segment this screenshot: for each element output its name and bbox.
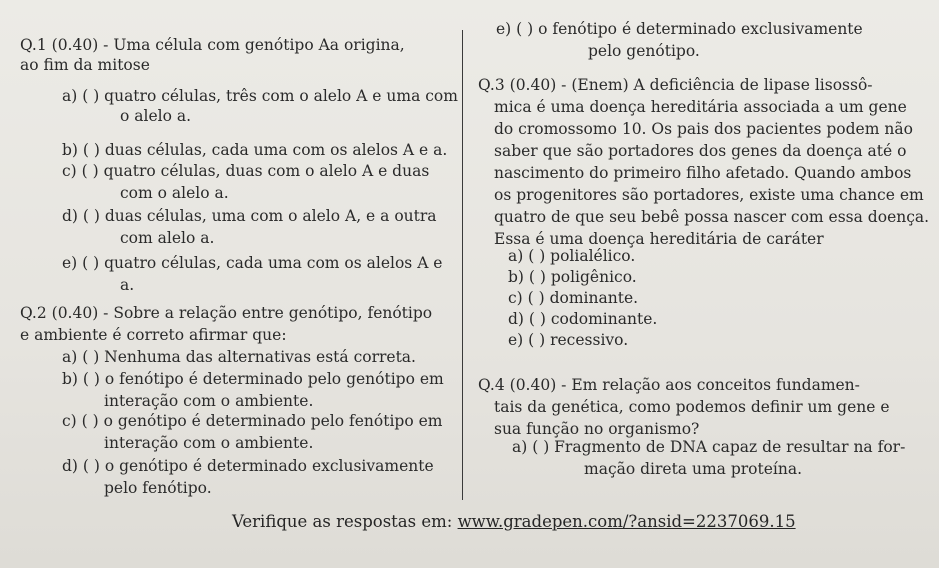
q3-line-8: Essa é uma doença hereditária de caráter (494, 230, 824, 248)
q3-option-e[interactable]: e) ( ) recessivo. (508, 331, 629, 349)
q3-line-7: quatro de que seu bebê possa nascer com essa doença. (494, 208, 930, 226)
q1-option-e-line1: e) ( ) quatro células, cada uma com os alelos A e (62, 254, 443, 272)
q3-option-d[interactable]: d) ( ) codominante. (508, 310, 658, 328)
q1-option-d-line2: com alelo a. (120, 229, 215, 247)
q1-option-a-line1: a) ( ) quatro células, três com o alelo A e uma com (62, 87, 458, 105)
q1-option-a[interactable] (62, 86, 458, 126)
q2-option-b-line1: b) ( ) o fenótipo é determinado pelo genótipo em (62, 370, 444, 388)
answers-footer (232, 512, 796, 531)
footer-prefix: Verifique as respostas em: (232, 512, 458, 531)
column-divider (462, 30, 463, 500)
q2-option-c-line1: c) ( ) o genótipo é determinado pelo fenótipo em (62, 412, 443, 430)
q1-option-c-line2: com o alelo a. (120, 184, 229, 202)
q4-line-1: Q.4 (0.40) - Em relação aos conceitos fundamen- (478, 376, 860, 394)
q3-line-1: Q.3 (0.40) - (Enem) A deficiência de lipase lisossô- (478, 76, 873, 94)
q2-option-b[interactable] (62, 368, 444, 412)
answers-link[interactable]: www.gradepen.com/?ansid=2237069.15 (457, 512, 796, 531)
q4-option-a-line2: mação direta uma proteína. (584, 460, 802, 478)
q1-option-e-line2: a. (120, 276, 135, 294)
q2-option-e-line1: e) ( ) o fenótipo é determinado exclusivamente (496, 20, 863, 38)
q3-options (508, 246, 657, 351)
question-3 (478, 74, 929, 250)
q1-option-b-line1: b) ( ) duas células, cada uma com os alelos A e a. (62, 141, 448, 159)
q2-option-d-line1: d) ( ) o genótipo é determinado exclusivamente (62, 457, 434, 475)
question-1 (20, 35, 405, 75)
q1-option-a-line2: o alelo a. (120, 107, 192, 125)
q1-option-d[interactable] (62, 205, 437, 249)
q3-line-5: nascimento do primeiro filho afetado. Quando ambos (494, 164, 912, 182)
q1-option-b[interactable] (62, 140, 447, 160)
q2-option-c-line2: interação com o ambiente. (104, 434, 314, 452)
question-2 (20, 302, 432, 346)
q4-option-a[interactable] (512, 436, 905, 480)
q2-option-c[interactable] (62, 410, 442, 454)
q3-line-6: os progenitores são portadores, existe uma chance em (494, 186, 924, 204)
q3-option-b[interactable]: b) ( ) poligênico. (508, 268, 637, 286)
q2-option-e-line2: pelo genótipo. (588, 42, 700, 60)
q1-heading-line1: Q.1 (0.40) - Uma célula com genótipo Aa origina, (20, 36, 405, 54)
q3-line-3: do cromossomo 10. Os pais dos pacientes podem não (494, 120, 913, 138)
q1-option-e[interactable] (62, 252, 442, 296)
q3-option-c[interactable]: c) ( ) dominante. (508, 289, 639, 307)
q3-line-2: mica é uma doença hereditária associada a um gene (494, 98, 907, 116)
q2-option-a[interactable] (62, 346, 416, 368)
q2-option-d-line2: pelo fenótipo. (104, 479, 212, 497)
q1-option-c-line1: c) ( ) quatro células, duas com o alelo A e duas (62, 162, 430, 180)
q2-heading-line1: Q.2 (0.40) - Sobre a relação entre genótipo, fenótipo (20, 304, 433, 322)
q4-line-2: tais da genética, como podemos definir um gene e (494, 398, 890, 416)
q3-option-a[interactable]: a) ( ) polialélico. (508, 247, 636, 265)
q4-line-3: sua função no organismo? (494, 420, 700, 438)
q1-option-c[interactable] (62, 160, 429, 204)
q2-option-a-line1: a) ( ) Nenhuma das alternativas está correta. (62, 348, 416, 366)
q1-heading-line2: ao fim da mitose (20, 56, 150, 74)
q2-heading-line2: e ambiente é correto afirmar que: (20, 326, 287, 344)
q2-option-d[interactable] (62, 455, 434, 499)
q4-option-a-line1: a) ( ) Fragmento de DNA capaz de resultar na for- (512, 438, 906, 456)
q2-option-e[interactable] (496, 18, 863, 62)
question-4 (478, 374, 890, 440)
q2-option-b-line2: interação com o ambiente. (104, 392, 314, 410)
q3-line-4: saber que são portadores dos genes da doença até o (494, 142, 907, 160)
q1-option-d-line1: d) ( ) duas células, uma com o alelo A, e a outra (62, 207, 437, 225)
